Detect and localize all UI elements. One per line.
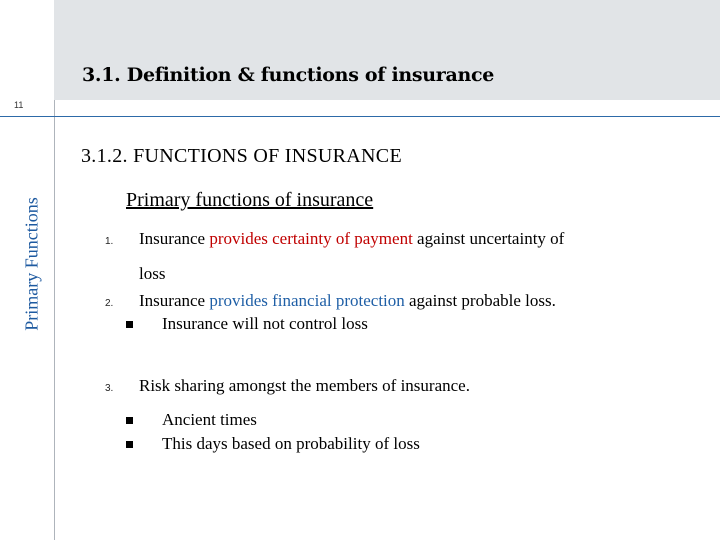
item-2-text-before: Insurance — [139, 291, 210, 310]
item-2-bullet-1: Insurance will not control loss — [162, 314, 368, 333]
title-divider — [0, 116, 720, 117]
side-label: Primary Functions — [21, 197, 42, 331]
item-2-highlight: provides financial protection — [209, 291, 405, 310]
item-1-text-before: Insurance — [139, 229, 210, 248]
item-number-1: 1. — [105, 236, 114, 247]
item-3-bullet-2: This days based on probability of loss — [162, 434, 420, 453]
slide-number: 11 — [14, 100, 24, 110]
item-2-line-1 — [139, 291, 556, 311]
item-1-line-1 — [139, 229, 564, 249]
item-3-bullet-1: Ancient times — [162, 410, 257, 429]
sub-heading: Primary functions of insurance — [126, 189, 374, 211]
bullet-square-icon — [126, 417, 133, 424]
item-1-highlight: provides certainty of payment — [209, 229, 413, 248]
item-1-text-after: against uncertainty of — [412, 229, 565, 248]
section-heading: 3.1.2. FUNCTIONS OF INSURANCE — [81, 145, 402, 167]
item-number-2: 2. — [105, 298, 114, 309]
item-1-line-2: loss — [139, 264, 166, 283]
slide-title: 3.1. Definition & functions of insurance — [82, 64, 495, 86]
item-2-text-after: against probable loss. — [404, 291, 556, 310]
item-number-3: 3. — [105, 383, 114, 394]
bullet-square-icon — [126, 441, 133, 448]
item-3-text: Risk sharing amongst the members of insurance. — [139, 376, 470, 395]
bullet-square-icon — [126, 321, 133, 328]
